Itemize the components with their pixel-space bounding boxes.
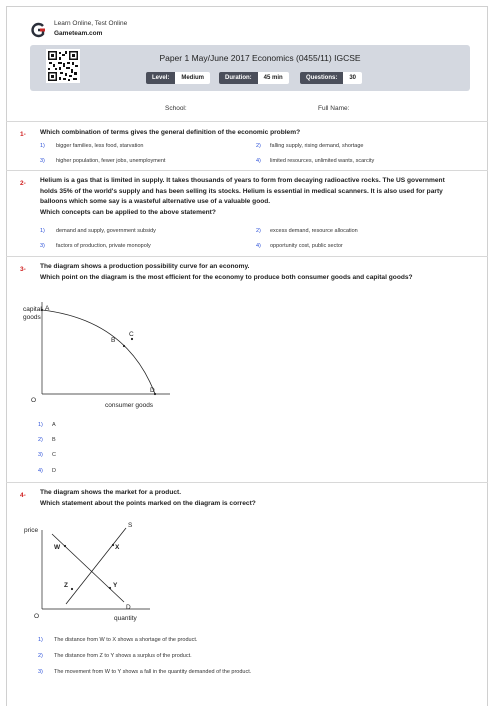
- meta-level-label: Level:: [146, 72, 175, 84]
- market-origin-label: O: [34, 613, 40, 620]
- q4-option-3-number[interactable]: 3): [38, 669, 43, 675]
- ppc-point-b: [123, 345, 125, 347]
- market-x-label: quantity: [114, 615, 137, 622]
- question-1-line: Which combination of terms gives the general definition of the economic problem?: [40, 129, 301, 136]
- school-field-label: School:: [165, 105, 187, 112]
- question-4-text: [40, 488, 472, 509]
- meta-duration: [219, 72, 289, 84]
- market-label-x: X: [115, 544, 120, 551]
- meta-questions-value: 30: [343, 72, 362, 84]
- market-point-z: [71, 588, 73, 590]
- question-2-line: holds 35% of the world's supply and has been selling its stocks. Helium is essential in medical scanners. It is also used for party: [40, 187, 443, 195]
- question-4-number: 4-: [20, 492, 26, 499]
- q4-option-1-number[interactable]: 1): [38, 637, 43, 643]
- q1-option-2-text[interactable]: falling supply, rising demand, shortage: [270, 143, 364, 149]
- question-4-line: The diagram shows the market for a product.: [40, 489, 182, 496]
- ppc-label-c: C: [129, 331, 134, 338]
- meta-duration-label: Duration:: [219, 72, 258, 84]
- paper-header: [30, 45, 470, 91]
- q3-option-3-number[interactable]: 3): [38, 452, 43, 458]
- q2-option-2-number[interactable]: 2): [256, 228, 261, 234]
- q3-option-4-number[interactable]: 4): [38, 468, 43, 474]
- q4-option-3-text[interactable]: The movement from W to Y shows a fall in the quantity demanded of the product.: [54, 669, 252, 675]
- q4-option-1-text[interactable]: The distance from W to X shows a shortage of the product.: [54, 637, 198, 643]
- q3-option-3-text[interactable]: C: [52, 452, 56, 458]
- market-label-w: W: [54, 544, 61, 551]
- q3-option-2-text[interactable]: B: [52, 437, 56, 443]
- q1-option-1-text[interactable]: bigger families, less food, starvation: [56, 143, 144, 149]
- q2-option-2-text[interactable]: excess demand, resource allocation: [270, 228, 358, 234]
- meta-level: [146, 72, 210, 84]
- ppc-y-label-2: goods: [23, 314, 41, 321]
- question-2-line: Which concepts can be applied to the above statement?: [40, 208, 216, 216]
- qr-code-icon: [46, 49, 80, 83]
- q3-option-1-text[interactable]: A: [52, 422, 56, 428]
- ppc-origin-label: O: [31, 397, 37, 404]
- paper-title: Paper 1 May/June 2017 Economics (0455/11) IGCSE: [159, 53, 361, 63]
- question-3-line: Which point on the diagram is the most efficient for the economy to produce both consumer goods and capital goods?: [40, 273, 413, 281]
- divider: [6, 121, 488, 122]
- site-name[interactable]: Gameteam.com: [54, 30, 103, 37]
- market-point-x: [112, 544, 114, 546]
- q3-option-1-number[interactable]: 1): [38, 422, 43, 428]
- market-point-w: [64, 545, 66, 547]
- meta-level-value: Medium: [175, 72, 210, 84]
- market-label-y: Y: [113, 582, 118, 589]
- q2-option-1-text[interactable]: demand and supply, government subsidy: [56, 228, 156, 234]
- meta-questions: [300, 72, 362, 84]
- q2-option-3-text[interactable]: factors of production, private monopoly: [56, 243, 151, 249]
- divider: [6, 256, 488, 257]
- q1-option-2-number[interactable]: 2): [256, 143, 261, 149]
- divider: [6, 482, 488, 483]
- ppc-label-d: D: [150, 387, 155, 394]
- q4-option-2-number[interactable]: 2): [38, 653, 43, 659]
- q3-option-4-text[interactable]: D: [52, 468, 56, 474]
- q3-option-2-number[interactable]: 2): [38, 437, 43, 443]
- market-label-d: D: [126, 604, 131, 611]
- question-2-number: 2-: [20, 180, 26, 187]
- market-diagram: [22, 516, 182, 626]
- q1-option-3-text[interactable]: higher population, fewer jobs, unemployment: [56, 158, 166, 164]
- ppc-point-c: [131, 338, 133, 340]
- question-1-text: [40, 128, 472, 139]
- q4-option-2-text[interactable]: The distance from Z to Y shows a surplus of the product.: [54, 653, 192, 659]
- question-3-text: [40, 262, 472, 283]
- q2-option-1-number[interactable]: 1): [40, 228, 45, 234]
- q1-option-1-number[interactable]: 1): [40, 143, 45, 149]
- question-2-line: balloons which some say is a wasteful alternative use of a valuable good.: [40, 198, 271, 205]
- market-y-label: price: [24, 527, 39, 534]
- q1-option-4-text[interactable]: limited resources, unlimited wants, scarcity: [270, 158, 375, 164]
- q2-option-3-number[interactable]: 3): [40, 243, 45, 249]
- ppc-label-b: B: [111, 337, 116, 344]
- gameteam-logo-icon: [30, 22, 46, 38]
- q1-option-4-number[interactable]: 4): [256, 158, 261, 164]
- question-3-number: 3-: [20, 266, 26, 273]
- question-4-line: Which statement about the points marked on the diagram is correct?: [40, 499, 256, 507]
- question-2-text: [40, 176, 472, 218]
- full-name-field-label: Full Name:: [318, 105, 350, 112]
- q2-option-4-number[interactable]: 4): [256, 243, 261, 249]
- meta-questions-label: Questions:: [300, 72, 343, 84]
- q2-option-4-text[interactable]: opportunity cost, public sector: [270, 243, 343, 249]
- market-label-s: S: [128, 522, 133, 529]
- meta-duration-value: 45 min: [258, 72, 289, 84]
- supply-curve: [66, 528, 126, 604]
- ppc-x-label: consumer goods: [105, 402, 154, 409]
- market-point-y: [109, 587, 111, 589]
- divider: [6, 170, 488, 171]
- ppc-y-label-1: capital: [23, 306, 42, 313]
- question-3-line: The diagram shows a production possibility curve for an economy.: [40, 263, 250, 270]
- ppc-label-a: A: [45, 305, 50, 312]
- question-2-line: Helium is a gas that is limited in supply. It takes thousands of years to form from decaying radioactive rocks. The US government: [40, 177, 445, 184]
- ppc-curve: [42, 310, 155, 394]
- question-1-number: 1-: [20, 131, 26, 138]
- q1-option-3-number[interactable]: 3): [40, 158, 45, 164]
- site-tagline: Learn Online, Test Online: [54, 20, 128, 27]
- market-label-z: Z: [64, 582, 68, 589]
- ppc-diagram: [22, 296, 192, 414]
